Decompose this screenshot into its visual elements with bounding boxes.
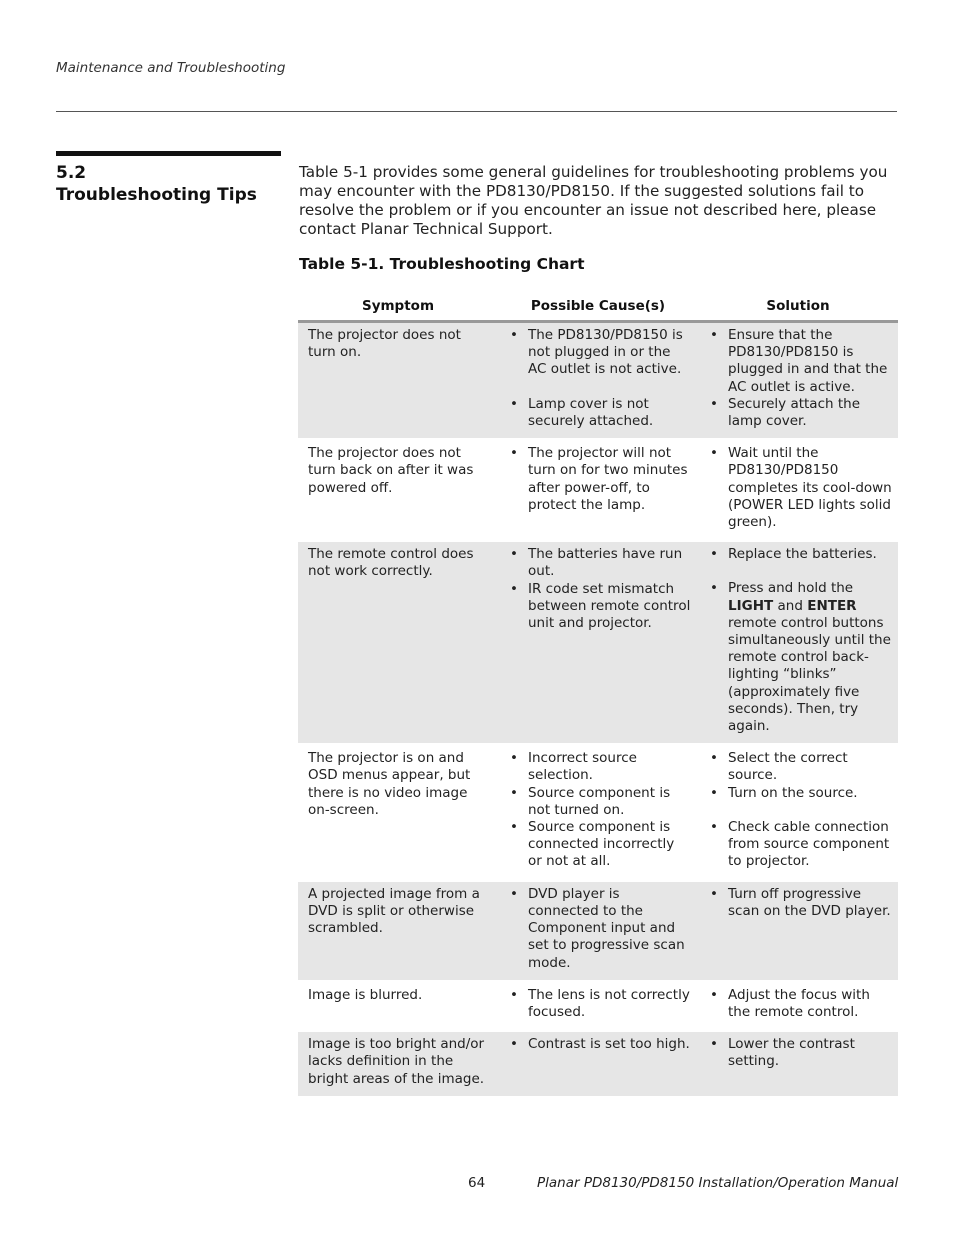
solution-item: • Select the correct source. [708, 750, 892, 784]
cause-item: • Incorrect source selection. [508, 750, 692, 784]
cause-item: • Contrast is set too high. [508, 1036, 692, 1053]
intro-paragraph: Table 5-1 provides some general guidelines for troubleshooting problems you may encounter with the PD8130/PD8150. If the suggested solutions fail to resolve the problem or if you encounter an issue not described here, please contact Planar Technical Support. [299, 163, 888, 238]
cause-item: • The batteries have run out. [508, 546, 692, 580]
symptom-cell: The remote control does not work correctly. [298, 542, 498, 745]
running-header: Maintenance and Troubleshooting [56, 60, 286, 76]
solution-item: • Turn on the source. [708, 785, 892, 802]
solution-item: • Replace the batteries. [708, 546, 892, 563]
solutions-cell [698, 746, 898, 880]
causes-cell [498, 746, 698, 880]
causes-cell [498, 322, 698, 440]
solution-text: Press and hold the [728, 580, 854, 597]
symptom-cell: The projector does not turn back on after it was powered off. [308, 445, 474, 496]
cause-item: • Source component is not turned on. [508, 785, 692, 819]
light-key-label: LIGHT [728, 597, 774, 614]
symptom-cell: Image is too bright and/or lacks definition in the bright areas of the image. [298, 1032, 498, 1096]
solution-text: remote control buttons simultaneously until the remote control back-lighting “blinks” (approximately five seconds). Then, try again. [728, 614, 891, 735]
solution-item: • Wait until the PD8130/PD8150 completes its cool-down (POWER LED lights solid green). [708, 445, 892, 531]
causes-cell [498, 1032, 698, 1096]
enter-key-label: ENTER [807, 597, 857, 614]
solution-item: • Turn off progressive scan on the DVD player. [708, 886, 892, 920]
cause-item: • Source component is connected incorrectly or not at all. [508, 819, 692, 871]
symptom-cell: The projector does not turn on. [298, 322, 498, 440]
causes-cell [498, 983, 698, 1031]
symptom-cell: The projector is on and OSD menus appear, but there is no video image on-screen. [308, 750, 471, 818]
table-row [298, 983, 898, 1031]
symptom-cell: A projected image from a DVD is split or otherwise scrambled. [298, 882, 498, 982]
troubleshooting-table [298, 296, 898, 1096]
table-row [298, 746, 898, 880]
cause-item: • IR code set mismatch between remote control unit and projector. [508, 581, 692, 633]
causes-cell [498, 441, 698, 541]
symptom-cell: Image is blurred. [308, 986, 423, 1003]
section-number: 5.2 [56, 163, 87, 183]
table-caption: Table 5-1. Troubleshooting Chart [299, 255, 585, 273]
causes-cell [498, 882, 698, 982]
solution-item: • Adjust the focus with the remote control. [708, 987, 892, 1021]
solutions-cell [698, 441, 898, 541]
solutions-cell [698, 542, 898, 745]
table-row [298, 542, 898, 745]
section-title: Troubleshooting Tips [56, 185, 257, 205]
section-bar [56, 151, 281, 156]
causes-cell [498, 542, 698, 745]
solution-item: • Lower the contrast setting. [708, 1036, 892, 1070]
page-number: 64 [468, 1175, 486, 1191]
solution-item [708, 580, 892, 735]
solution-text: and [777, 597, 803, 614]
cause-item: • The PD8130/PD8150 is not plugged in or the AC outlet is not active. [508, 327, 692, 379]
header-solution: Solution [698, 296, 898, 322]
header-causes: Possible Cause(s) [498, 296, 698, 322]
solutions-cell [698, 322, 898, 440]
table-row [298, 882, 898, 982]
cause-item: • DVD player is connected to the Component input and set to progressive scan mode. [508, 886, 692, 972]
solutions-cell [698, 983, 898, 1031]
solution-item: • Ensure that the PD8130/PD8150 is plugged in and that the AC outlet is active. [708, 327, 892, 396]
solutions-cell [698, 1032, 898, 1096]
cause-item: • Lamp cover is not securely attached. [508, 396, 692, 430]
footer-doc-title: Planar PD8130/PD8150 Installation/Operation Manual [537, 1175, 899, 1191]
table-row [298, 441, 898, 541]
table-header-row [298, 296, 898, 322]
solution-item: • Check cable connection from source component to projector. [708, 819, 892, 871]
table-row [298, 322, 898, 440]
table-row [298, 1032, 898, 1096]
solution-item: • Securely attach the lamp cover. [708, 396, 892, 430]
cause-item: • The projector will not turn on for two minutes after power-off, to protect the lamp. [508, 445, 692, 514]
solutions-cell [698, 882, 898, 982]
cause-item: • The lens is not correctly focused. [508, 987, 692, 1021]
header-rule [56, 111, 897, 112]
header-symptom: Symptom [298, 296, 498, 322]
